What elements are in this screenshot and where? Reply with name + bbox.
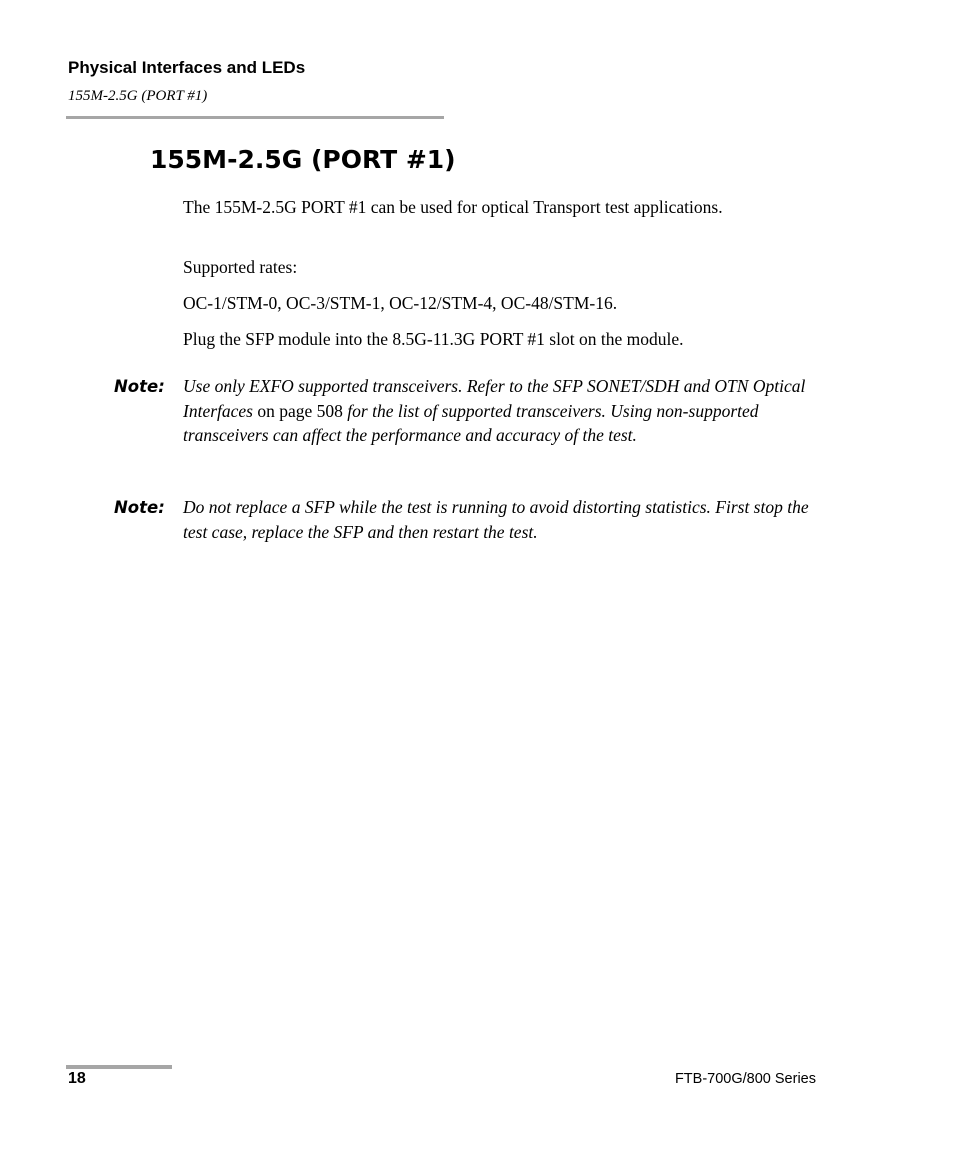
note-text-part: for the list of supported transceivers. Using non-supported transceivers can affect the performance and accuracy of the test.	[183, 400, 759, 445]
product-name: FTB-700G/800 Series	[674, 1071, 816, 1087]
supported-rates-list: OC-1/STM-0, OC-3/STM-1, OC-12/STM-4, OC-48/STM-16.	[183, 293, 618, 313]
supported-rates-label: Supported rates:	[183, 257, 298, 277]
note-label: Note:	[114, 377, 165, 396]
header-divider	[66, 116, 444, 119]
footer-divider	[66, 1065, 172, 1069]
note-text-part: Use only EXFO supported transceivers. Refer to the SFP SONET/SDH and OTN Optical Interfaces	[183, 376, 806, 421]
page-number: 18	[68, 1070, 86, 1087]
intro-paragraph: The 155M-2.5G PORT #1 can be used for optical Transport test applications.	[183, 197, 723, 217]
note-transceivers	[183, 374, 823, 448]
running-header-subsection: 155M-2.5G (PORT #1)	[68, 88, 208, 104]
page-reference-link[interactable]: on page 508	[252, 400, 348, 421]
note-label: Note:	[114, 498, 165, 517]
plug-instruction: Plug the SFP module into the 8.5G-11.3G PORT #1 slot on the module.	[183, 329, 684, 349]
page-title: 155M-2.5G (PORT #1)	[150, 145, 456, 174]
note-replace-sfp: Do not replace a SFP while the test is running to avoid distorting statistics. First stop the test case, replace the SFP and then restart the test.	[183, 497, 809, 542]
running-header-section: Physical Interfaces and LEDs	[68, 58, 306, 77]
